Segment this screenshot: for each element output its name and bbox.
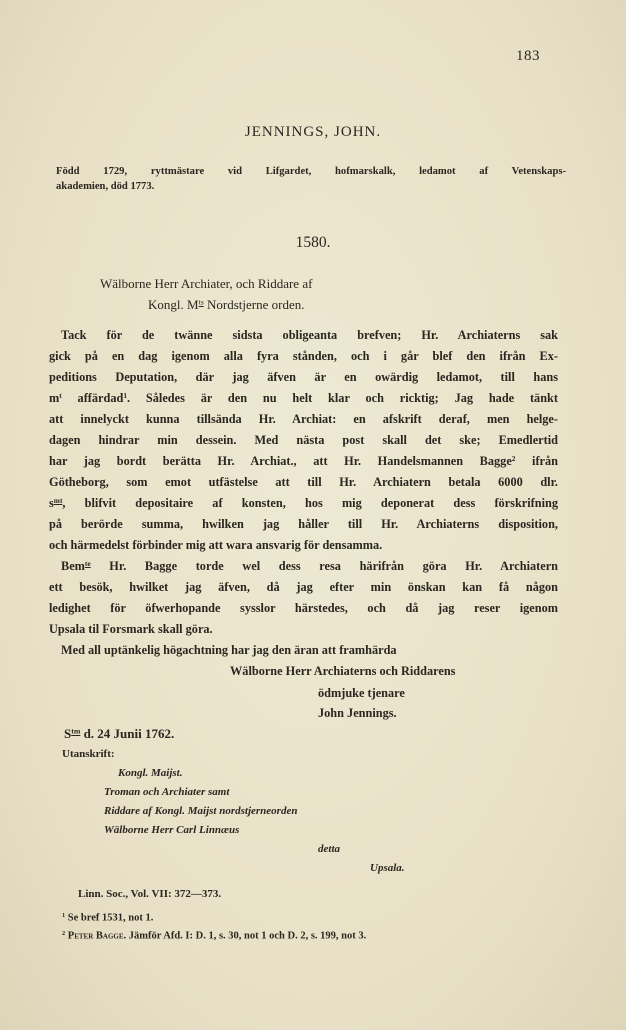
salutation-line-2 <box>148 297 304 313</box>
body-line: Tack för de twänne sidsta obligeanta brefven; Hr. Archiaterns sak <box>61 328 558 342</box>
bio-line-2: akademien, död 1773. <box>56 181 155 192</box>
body-line: ledighet för öfwerhopande sysslor härstedes, och då jag reser igenom <box>49 601 558 615</box>
body-line: har jag bordt berätta Hr. Archiat., att Hr. Handelsmannen Bagge$^2$ ifrån <box>49 454 559 469</box>
outer-address-line: Riddare af Kongl. Maijst nordstjerneorden <box>104 805 298 817</box>
footnote: $^2$ Peter Bagge. Jämför Afd. I: D. 1, s. 30, not 1 och D. 2, s. 199, not 3. <box>62 930 367 942</box>
closing-line-2: ödmjuke tjenare <box>318 686 405 700</box>
outer-address-label: Utanskrift: <box>62 748 115 760</box>
body-line: ett besök, hwilket jag äfven, då jag efter min önskan kan få någon <box>49 580 558 594</box>
body-line: Upsala til Forsmark skall göra. <box>49 622 213 636</box>
outer-address-line: detta <box>318 843 340 855</box>
body-line: Med all uptänkelig högachtning har jag den äran att framhärda <box>61 643 397 657</box>
date-line: $S^{tm}$ d. 24 Junii 1762. <box>64 726 175 741</box>
body-line: gick på en dag igenom alla fyra stånden, och i går blef den ifrån Ex- <box>49 349 558 363</box>
salutation-sup: ts <box>198 297 204 307</box>
page-title: JENNINGS, JOHN. <box>244 124 382 140</box>
salutation-pre: Kongl. M <box>148 297 199 312</box>
outer-address-line: Kongl. Maijst. <box>118 767 183 779</box>
body-line: $s^{mt}$, blifvit depositaire af konsten, hos mig deponerat dess förskrifning <box>49 496 558 511</box>
outer-address-line: Upsala. <box>370 862 405 874</box>
footnote-name: Peter Bagge. <box>67 930 127 942</box>
body-line: på berörde summa, hwilken jag håller till Hr. Archiaterns disposition, <box>49 517 558 531</box>
signature: John Jennings. <box>318 706 397 720</box>
page-number: 183 <box>516 48 540 64</box>
body-line: $m^t$ affärdad$^1$. Således är den nu helt klar och ricktig; Jag hade tänkt <box>49 391 558 406</box>
bio-line-1: Född 1729, ryttmästare vid Lifgardet, hofmarskalk, ledamot af Vetenskaps- <box>56 166 566 177</box>
footnote: $^1$ Se bref 1531, not 1. <box>62 912 154 924</box>
body-line: att innelyckt kunna tillsända Hr. Archiat: en afskrift deraf, men helge- <box>49 412 558 426</box>
source-reference: Linn. Soc., Vol. VII: 372—373. <box>78 888 222 900</box>
salutation-line-1: Wälborne Herr Archiater, och Riddare af <box>100 276 313 291</box>
salutation-post: Nordstjerne orden. <box>203 297 305 312</box>
body-line: dagen hindrar min dessein. Med nästa post skall det ske; Emedlertid <box>49 433 558 447</box>
body-line: peditions Deputation, där jag äfven är en owärdig ledamot, till hans <box>49 370 558 384</box>
body-line: Götheborg, som emot utfästelse att till Hr. Archiatern betala 6000 dlr. <box>49 475 558 489</box>
outer-address-line: Wälborne Herr Carl Linnæus <box>104 824 240 836</box>
outer-address-line: Troman och Archiater samt <box>104 786 230 798</box>
body-line: Bem$^{te}$ Hr. Bagge torde wel dess resa härifrån göra Hr. Archiatern <box>61 559 558 574</box>
closing-line-1: Wälborne Herr Archiaterns och Riddarens <box>230 664 456 678</box>
letter-number: 1580. <box>295 234 331 251</box>
body-line: och härmedelst förbinder mig att wara ansvarig för densamma. <box>49 538 383 552</box>
